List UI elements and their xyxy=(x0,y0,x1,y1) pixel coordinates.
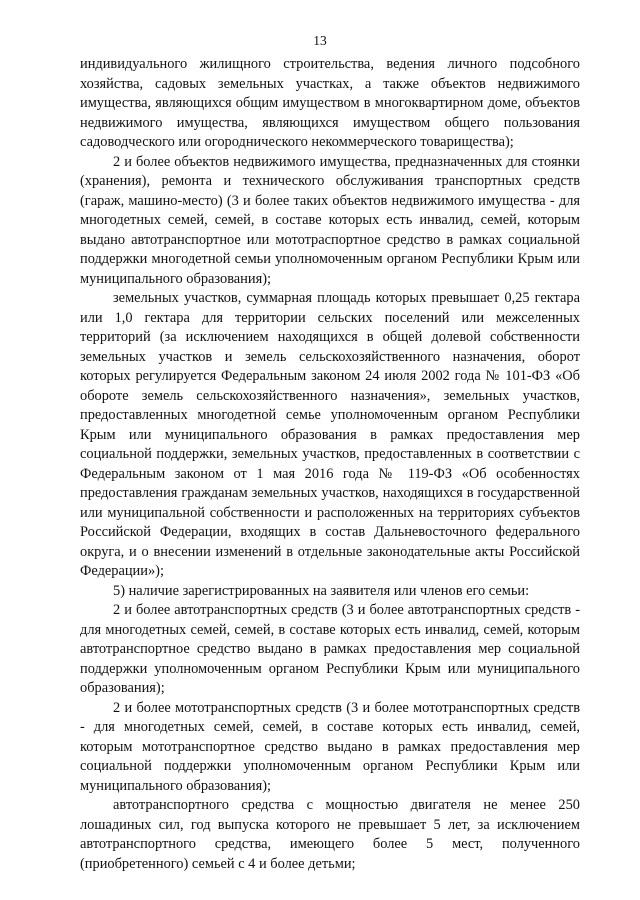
paragraph-motor-vehicles: 2 и более автотранспортных средств (3 и более автотранспортных средств - для многодетных семей, семей, в составе которых есть инвалид, семей, которым автотранспортное средство выдано в рамках предоставления мер социальной поддержки уполномоченным органом Республики Крым или муниципального образования); xyxy=(80,602,580,696)
paragraph-land-plots: земельных участков, суммарная площадь которых превышает 0,25 гектара или 1,0 гектара для территории сельских поселений или межселенных территорий (за исключением находящихся в общей долевой собственности земельных участков и земель сельскохозяйственного назначения, оборот которых регулируется Федеральным законом 24 июля 2002 года № 101-ФЗ «Об обороте земель сельскохозяйственного назначения», земельных участков, предоставленных многодетной семье уполномоченным органом Республики Крым или муниципального образования в рамках предоставления мер социальной поддержки, земельных участков, предоставленных в соответствии с Федеральным законом от 1 мая 2016 года № 119-ФЗ «Об особенностях предоставления гражданам земельных участков, находящихся в государственной или муниципальной собственности и расположенных на территориях субъектов Российской Федерации, входящих в состав Дальневосточного федерального округа, и о внесении изменений в отдельные законодательные акты Российской Федерации»); xyxy=(80,290,580,579)
page-number: 13 xyxy=(313,33,327,48)
paragraph-motorcycles: 2 и более мототранспортных средств (3 и более мототранспортных средств - для многодетных семей, семей, в составе которых есть инвалид, семей, которым мототранспортное средство выдано в рамках предоставления мер социальной поддержки уполномоченным органом Республики Крым или муниципального образования); xyxy=(80,699,580,794)
paragraph-garage-objects: 2 и более объектов недвижимого имущества, предназначенных для стоянки (хранения), ремонта и технического обслуживания транспортных средств (гараж, машино-место) (3 и более таких объектов недвижимого имущества - для многодетных семей, семей, в составе которых есть инвалид, семей, которым выдано автотранспортное или мототраспортное средство в рамках социальной поддержки многодетной семьи уполномоченным органом Республики Крым или муниципального образования); xyxy=(80,153,580,287)
paragraph-high-power-vehicle: автотранспортного средства с мощностью двигателя не менее 250 лошадиных сил, год выпуска которого не превышает 5 лет, за исключением автотранспортного средства, имеющего более 5 мест, полученного (приобретенного) семьей с 4 и более детьми; xyxy=(80,797,580,872)
document-body xyxy=(80,55,580,874)
paragraph-item-5-heading: 5) наличие зарегистрированных на заявителя или членов его семьи: xyxy=(113,582,530,599)
paragraph-property-list-continuation: индивидуального жилищного строительства, ведения личного подсобного хозяйства, садовых земельных участках, а также объектов недвижимого имущества, являющихся общим имуществом в многоквартирном доме, объектов недвижимого имущества, являющихся имуществом общего пользования садоводческого или огороднического некоммерческого товарищества); xyxy=(80,56,580,150)
